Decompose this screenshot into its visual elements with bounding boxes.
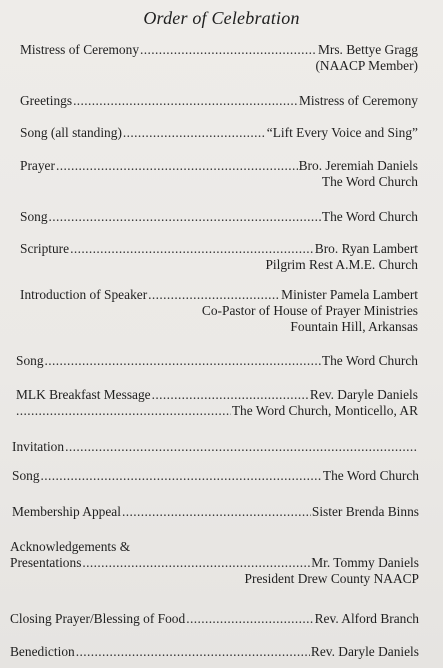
program-item-benediction [10,644,419,660]
item-value: Bro. Jeremiah Daniels [298,158,418,173]
item-label: Greetings [20,93,73,108]
item-label: Song [20,209,48,224]
item-label: Benediction [10,644,75,659]
item-sub-line: (NAACP Member) [315,58,418,73]
leader-dots [45,353,321,369]
leader-dots [152,387,309,403]
item-value: Bro. Ryan Lambert [314,241,418,256]
leader-dots [70,241,314,257]
item-sub-line: Fountain Hill, Arkansas [290,319,418,334]
program-item-acknowledgements-presentations [10,539,419,587]
program-item-song-1 [20,209,418,225]
item-label: MLK Breakfast Message [16,387,151,402]
item-sub-line: Pilgrim Rest A.M.E. Church [265,257,418,272]
leader-dots [123,125,266,141]
item-value: Mr. Tommy Daniels [311,555,419,570]
item-label: Song (all standing) [20,125,122,140]
item-sub-line: The Word Church [321,174,418,189]
item-value: The Word Church [321,209,418,224]
program-item-membership-appeal [12,504,419,520]
item-value: Minister Pamela Lambert [281,287,418,302]
program-item-invitation [12,439,419,455]
item-value: Rev. Alford Branch [314,611,419,626]
leader-dots [148,287,280,303]
item-label: Prayer [20,158,55,173]
program-item-scripture [20,241,418,273]
leader-dots [186,611,313,627]
program-item-mistress-of-ceremony [20,42,418,74]
leader-dots [41,468,322,484]
program-item-song-2 [16,353,418,369]
item-label: Scripture [20,241,70,256]
program-item-greetings [20,93,418,109]
item-label: Song [16,353,44,368]
item-label: Mistress of Ceremony [20,42,140,57]
item-label: Introduction of Speaker [20,287,148,302]
item-label: Membership Appeal [12,504,121,519]
item-label: Song [12,468,40,483]
item-sub-line: Co-Pastor of House of Prayer Ministries [201,303,418,318]
item-value: Mrs. Bettye Gragg [317,42,418,57]
leader-dots [16,403,231,419]
item-value: Mistress of Ceremony [298,93,418,108]
item-value: The Word Church [322,468,419,483]
leader-dots [49,209,321,225]
item-label-line-2: Presentations [10,555,82,570]
item-label: Invitation [12,439,65,454]
leader-dots [76,644,310,660]
program-item-song-all-standing [20,125,418,141]
program-item-prayer [20,158,418,190]
leader-dots [56,158,298,174]
item-value: “Lift Every Voice and Sing” [266,125,418,140]
program-item-mlk-breakfast-message [16,387,418,419]
item-value: Rev. Daryle Daniels [310,644,419,659]
leader-dots [73,93,298,109]
program-title: Order of Celebration [143,8,300,28]
item-label: Acknowledgements & [10,539,131,554]
leader-dots [122,504,311,520]
leader-dots [65,439,418,455]
item-value-line-2: The Word Church, Monticello, AR [231,403,418,418]
item-value: Rev. Daryle Daniels [309,387,418,402]
leader-dots [82,555,310,571]
item-value: The Word Church [321,353,418,368]
item-value: Sister Brenda Binns [311,504,419,519]
program-item-closing-prayer-blessing-of-food [10,611,419,627]
leader-dots [140,42,317,58]
program-item-song-3 [12,468,419,484]
item-sub-line: President Drew County NAACP [244,571,419,586]
item-label: Closing Prayer/Blessing of Food [10,611,186,626]
program-item-introduction-of-speaker [20,287,418,335]
